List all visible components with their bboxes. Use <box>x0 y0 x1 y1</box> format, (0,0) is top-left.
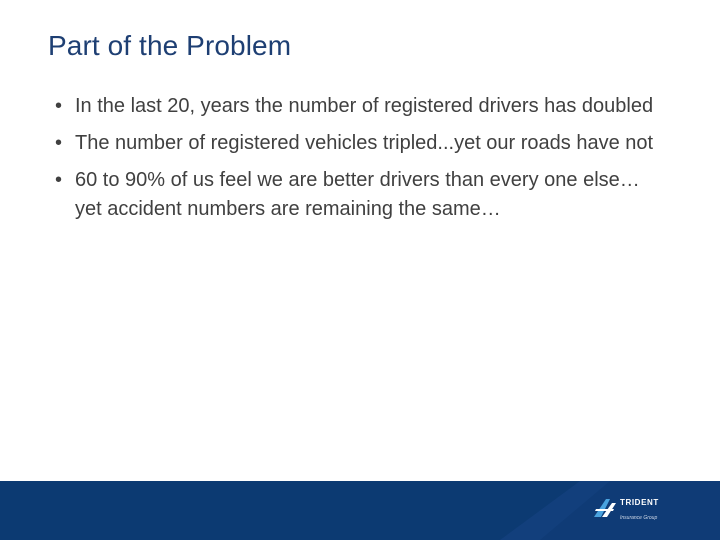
bullet-marker: • <box>55 132 63 154</box>
bullet-text: The number of registered vehicles tripled...yet our roads have not <box>75 132 654 154</box>
bullet-marker: • <box>55 95 63 117</box>
bullet-item <box>55 129 655 158</box>
logo-tagline: Insurance Group <box>620 515 658 521</box>
bullet-text: 60 to 90% of us feel we are better drivers than every one else…yet accident numbers are remaining the same… <box>75 169 640 220</box>
bullet-item <box>55 92 655 121</box>
trident-logo-icon <box>592 497 618 519</box>
slide-title: Part of the Problem <box>48 30 292 61</box>
bullet-text: In the last 20, years the number of registered drivers has doubled <box>75 95 654 117</box>
bullet-item <box>55 166 655 224</box>
bullet-list <box>55 92 655 232</box>
logo-wordmark: TRIDENT <box>620 498 659 507</box>
bullet-marker: • <box>55 169 63 191</box>
trident-logo <box>592 497 682 527</box>
